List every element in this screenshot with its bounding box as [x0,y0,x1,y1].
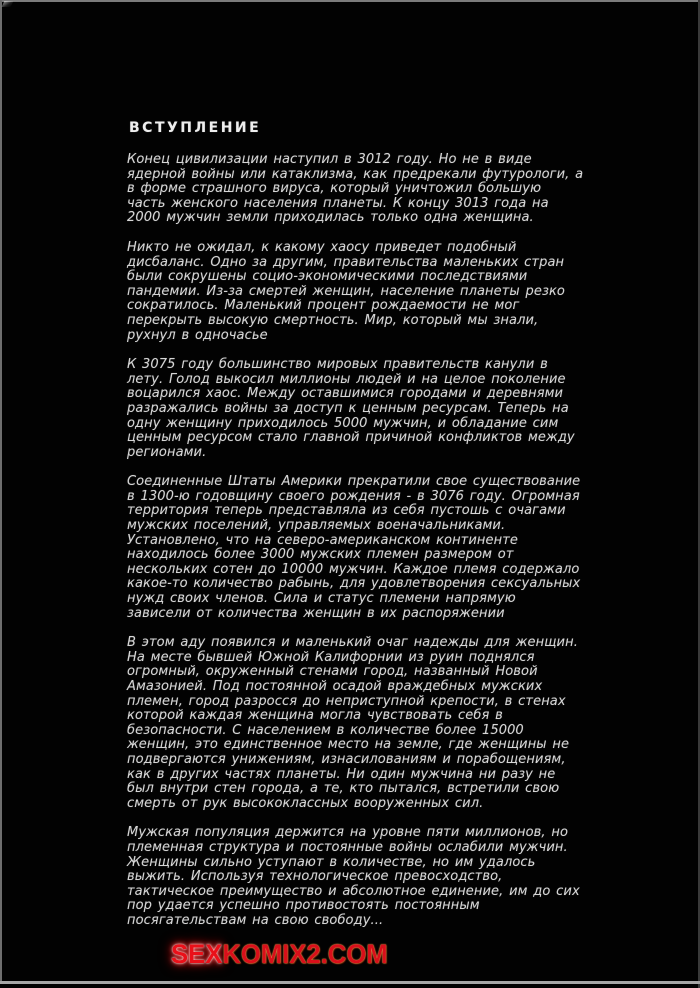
intro-paragraph-6: Мужская популяция держится на уровне пяти миллионов, но племенная структура и постоянные войны ослабили мужчин. Женщины сильно уступают в количестве, но им удалось выжить. Используя технологическое превосходство, тактическое преимущество и абсолютное единение, им до сих пор удается успешно противостоять постоянным посягательствам на свою свободу... [127,825,580,928]
watermark-text-domain: KOMIX2.COM [222,939,388,969]
intro-paragraph-1: Конец цивилизации наступил в 3012 году. Но не в виде ядерной войны или катаклизма, как предрекали футурологи, а в форме страшного вируса, который уничтожил большую часть женского населения планеты. К концу 3013 года на 2000 мужчин земли приходилась только одна женщина. [127,152,584,226]
site-watermark [171,939,388,970]
intro-paragraph-5: В этом аду появился и маленький очаг надежды для женщин. На месте бывшей Южной Калифорнии из руин поднялся огромный, окруженный стенами город, названный Новой Амазонией. Под постоянной осадой враждебных мужских племен, город разросся до неприступной крепости, в стенах которой каждая женщина могла чувствовать себя в безопасности. С населением в количестве более 15000 женщин, это единственное место на земле, где женщины не подвергаются унижениям, изнасилованиям и порабощениям, как в других частях планеты. Ни один мужчина ни разу не был внутри стен города, а те, кто пытался, встретили свою смерть от рук высококлассных вооруженных сил. [127,635,578,811]
page-edge-left [0,0,2,984]
intro-paragraph-4: Соединенные Штаты Америки прекратили свое существование в 1300-ю годовщину своего рождения - в 3076 году. Огромная территория теперь представляла из себя пустошь с очагами мужских поселений, управляемых военачальниками. Установлено, что на северо-американском континенте находилось более 3000 мужских племен размером от нескольких сотен до 10000 мужчин. Каждое племя содержало какое-то количество рабынь, для удовлетворения сексуальных нужд своих членов. Сила и статус племени напрямую зависели от количества женщин в их распоряжении [127,474,581,621]
watermark-text-sex: SEX [171,939,223,969]
page-edge-bottom [0,981,700,984]
intro-text-block [127,120,585,944]
intro-paragraph-2: Никто не ожидал, к какому хаосу приведет подобный дисбаланс. Одно за другим, правительства маленьких стран были сокрушены социо-экономическими последствиями пандемии. Из-за смертей женщин, население планеты резко сократилось. Маленький процент рождаемости не мог перекрыть высокую смертность. Мир, который мы знали, рухнул в одночасье [127,239,565,343]
page-edge-top [0,0,700,2]
intro-paragraph-3: К 3075 году большинство мировых правительств канули в лету. Голод выкосил миллионы людей и на целое поколение воцарился хаос. Между оставшимися городами и деревнями разражались войны за доступ к ценным ресурсам. Теперь на одну женщину приходилось 5000 мужчин, и обладание сим ценным ресурсом стало главной причиной конфликтов между регионами. [127,357,575,460]
page-title: ВСТУПЛЕНИЕ [129,120,262,136]
scan-artifact-speck [2,1,14,7]
